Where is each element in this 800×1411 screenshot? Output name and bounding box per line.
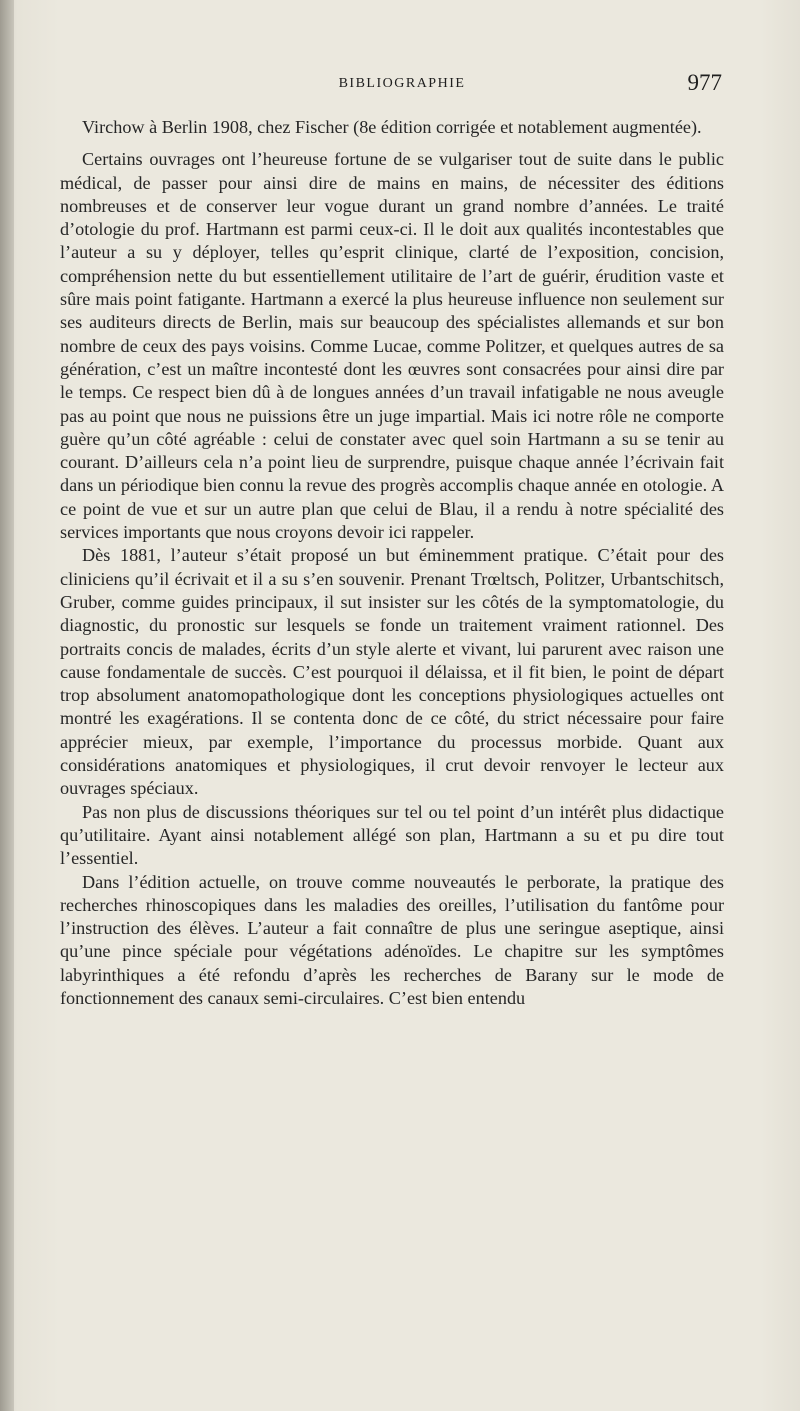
running-header (82, 72, 722, 98)
paragraph-author-purpose: Dès 1881, l’auteur s’était proposé un but éminemment pratique. C’était pour des cliniciens qu’il écrivait et il a su s’en souvenir. Prenant Trœltsch, Politzer, Urbantschitsch, Gruber, comme guides principaux, il sut insister sur les côtés de la symptomatologie, du diagnostic, du pronostic sur lesquels se fonde un traitement vraiment rationnel. Des portraits concis de malades, écrits d’un style alerte et vivant, lui parurent avec raison une cause fondamentale de succès. C’est pourquoi il délaissa, et il fit bien, le point de départ trop absolument anatomopathologique dont les conceptions physiologiques actuelles ont montré les exagérations. Il se contenta donc de ce côté, du strict nécessaire pour faire apprécier mieux, par exemple, l’importance du processus morbide. Quant aux considérations anatomiques et physiologiques, il crut devoir renvoyer le lecteur aux ouvrages spéciaux. (60, 545, 724, 799)
paragraph-citation: Virchow à Berlin 1908, chez Fischer (8e édition corrigée et notablement augmentée). (82, 117, 702, 137)
body-text (60, 116, 724, 1010)
paragraph-review-intro: Certains ouvrages ont l’heureuse fortune de se vulgariser tout de suite dans le public médical, de passer pour ainsi dire de mains en mains, de nécessiter des éditions nombreuses et de conserver leur vogue durant un grand nombre d’années. Le traité d’otologie du prof. Hartmann est parmi ceux-ci. Il le doit aux qualités incontestables que l’auteur a su y déployer, telles qu’esprit clinique, clarté de l’exposition, concision, compréhension nette du but essentiellement utilitaire de l’art de guérir, érudition vaste et sûre mais point fatigante. Hartmann a exercé la plus heureuse influence non seulement sur ses auditeurs directs de Berlin, mais sur beaucoup des spécialistes allemands et sur bon nombre de ceux des pays voisins. Comme Lucae, comme Politzer, et quelques autres de sa génération, c’est un maître incontesté dont les œuvres sont consacrées pour ainsi dire par le temps. Ce respect bien dû à de longues années d’un travail infatigable ne nous aveugle pas au point que nous ne puissions être un juge impartial. Mais ici notre rôle ne comporte guère qu’un côté agréable : celui de constater avec quel soin Hartmann a su se tenir au courant. D’ailleurs cela n’a point lieu de surprendre, puisque chaque année l’écrivain fait dans un périodique bien connu la revue des progrès accomplis chaque année en otologie. A ce point de vue et sur un autre plan que celui de Blau, il a rendu à notre spécialité des services importants que nous croyons devoir ici rappeler. (60, 149, 724, 543)
book-spine-shadow (0, 0, 14, 1411)
paragraph-new-edition: Dans l’édition actuelle, on trouve comme nouveautés le perborate, la pratique des recherches rhinoscopiques dans les maladies des oreilles, l’utilisation du fantôme pour l’instruction des élèves. L’auteur a fait connaître de plus une seringue aseptique, ainsi qu’une pince spéciale pour végétations adénoïdes. Le chapitre sur les symptômes labyrinthiques a été refondu d’après les recherches de Barany sur le mode de fonctionnement des canaux semi-circulaires. C’est bien entendu (60, 871, 724, 1008)
page-number: 977 (687, 70, 722, 95)
running-header-title: BIBLIOGRAPHIE (338, 76, 466, 91)
paragraph-no-theory: Pas non plus de discussions théoriques sur tel ou tel point d’un intérêt plus didactique qu’utilitaire. Ayant ainsi notablement allégé son plan, Hartmann a su et pu dire tout l’essentiel. (60, 801, 724, 869)
